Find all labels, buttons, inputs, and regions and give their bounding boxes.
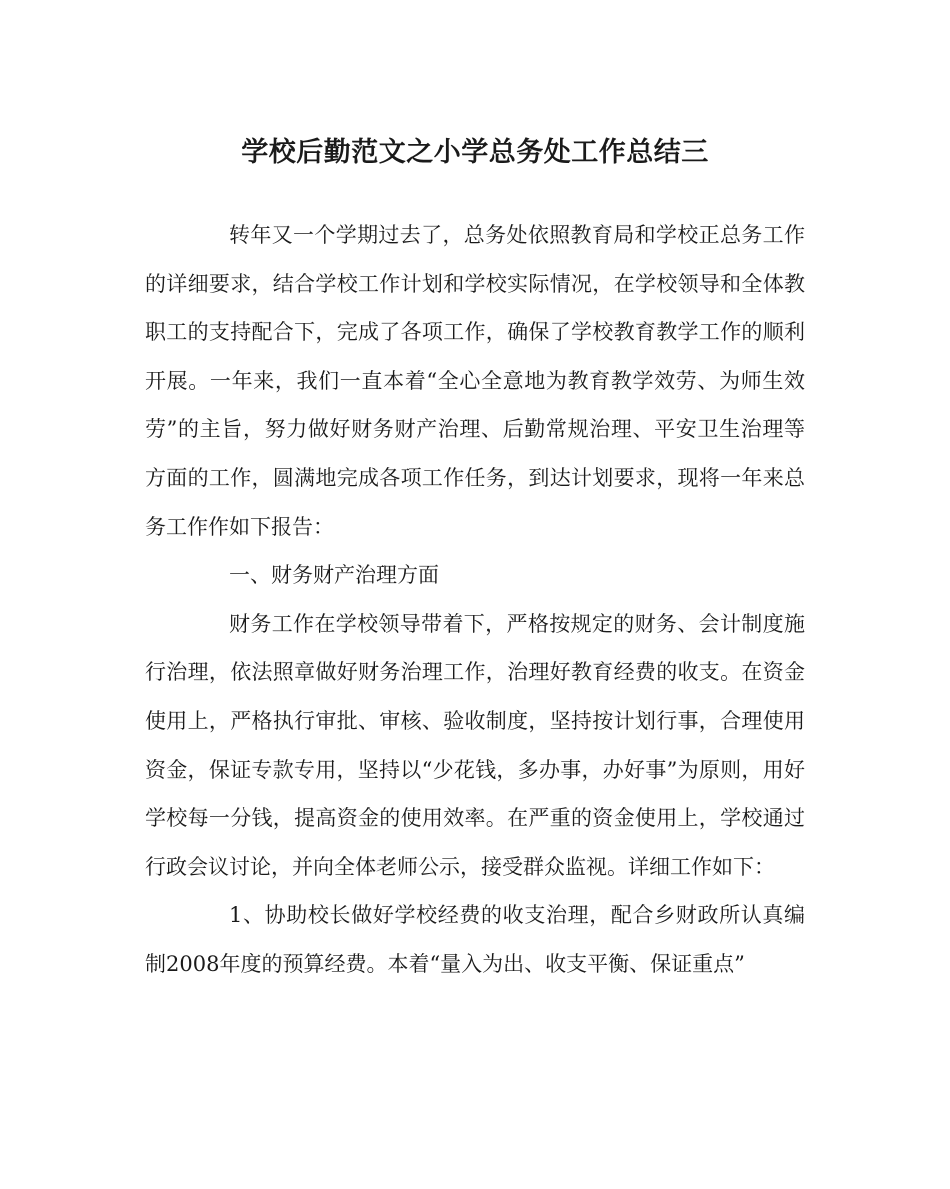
document-body <box>145 211 805 989</box>
paragraph-intro: 转年又一个学期过去了，总务处依照教育局和学校正总务工作的详细要求，结合学校工作计划和学校实际情况，在学校领导和全体教职工的支持配合下，完成了各项工作，确保了学校教育教学工作的顺利开展。一年来，我们一直本着“全心全意地为教育教学效劳、为师生效劳”的主旨，努力做好财务财产治理、后勤常规治理、平安卫生治理等方面的工作，圆满地完成各项工作任务，到达计划要求，现将一年来总务工作作如下报告： <box>145 223 805 539</box>
paragraph-finance: 财务工作在学校领导带着下，严格按规定的财务、会计制度施行治理，依法照章做好财务治理工作，治理好教育经费的收支。在资金使用上，严格执行审批、审核、验收制度，坚持按计划行事，合理使用资金，保证专款专用，坚持以“少花钱，多办事，办好事”为原则，用好学校每一分钱，提高资金的使用效率。在严重的资金使用上，学校通过行政会议讨论，并向全体老师公示，接受群众监视。详细工作如下： <box>145 611 805 879</box>
section-heading-finance: 一、财务财产治理方面 <box>229 563 439 588</box>
paragraph-item-1: 1、协助校长做好学校经费的收支治理，配合乡财政所认真编制2008年度的预算经费。本着“量入为出、收支平衡、保证重点” <box>145 903 805 976</box>
document-title: 学校后勤范文之小学总务处工作总结三 <box>241 137 709 168</box>
